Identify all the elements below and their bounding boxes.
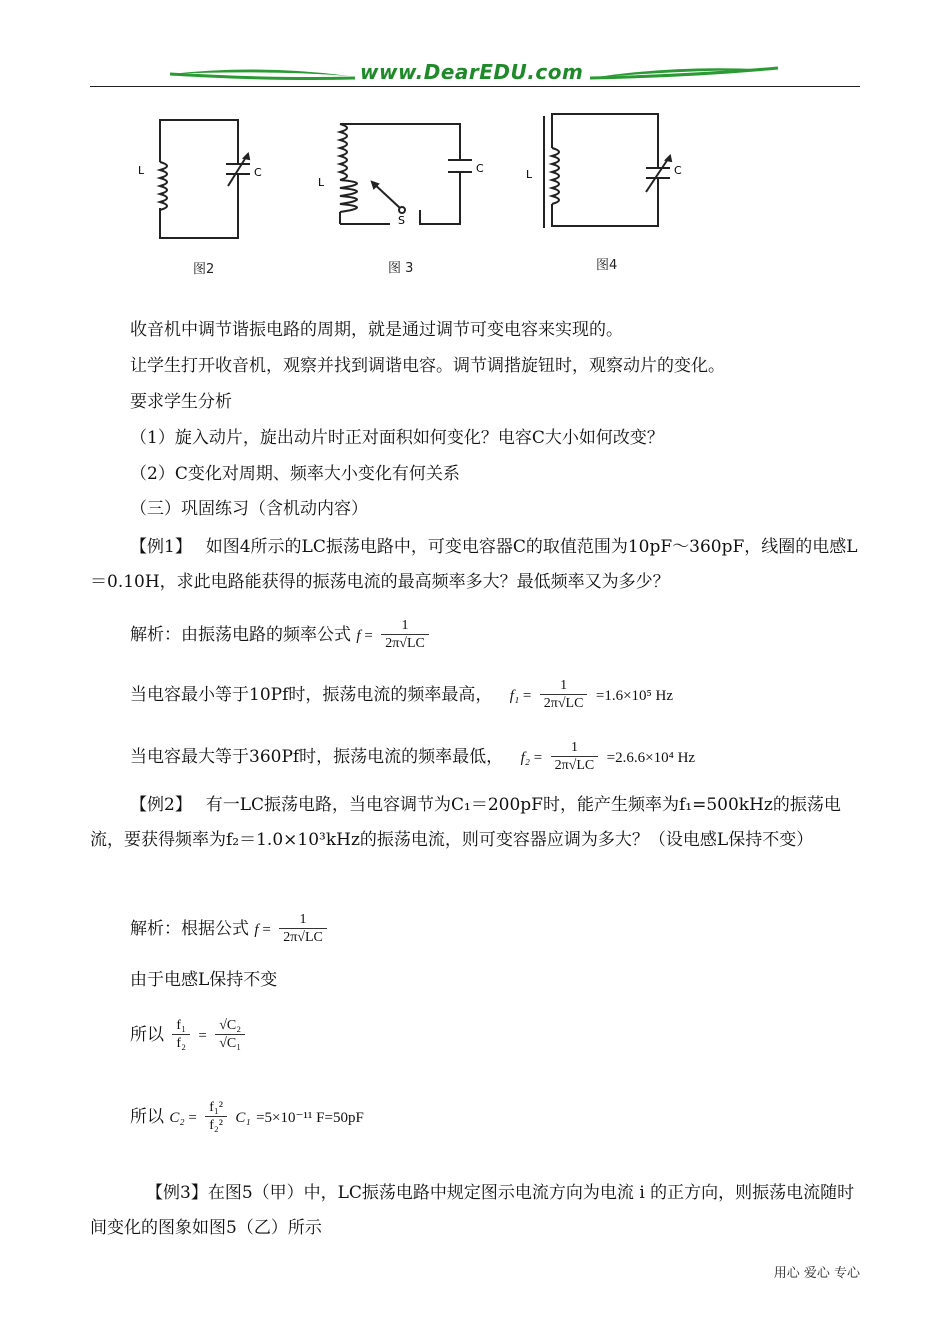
lc-coupled-circuit-diagram <box>520 108 690 238</box>
text-line-2: 让学生打开收音机，观察并找到调谐电容。调节调揩旋钮时，观察动片的变化。 <box>130 356 725 376</box>
text-line-5: （2）C变化对周期、频率大小变化有何关系 <box>130 464 460 484</box>
example-3: 【例3】在图5（甲）中，LC振荡电路中规定图示电流方向为电流 i 的正方向，则振荡电流随时间变化的图象如图5（乙）所示 <box>90 1183 855 1238</box>
text-line-1: 收音机中调节谐振电路的周期，就是通过调节可变电容来实现的。 <box>130 320 623 340</box>
lc-tap-circuit-diagram <box>310 112 490 242</box>
logo-text: www.DearEDU.com <box>360 60 584 84</box>
lc-circuit-diagram <box>130 110 270 250</box>
example-1-max-frequency: 当电容最小等于10Pf时，振荡电流的频率最高， f₁ = $\frac{1}{2\pi√LC}$ =1.6×10⁵ Hz <box>130 678 673 711</box>
solution-label: 解析：由振荡电路的频率公式 <box>130 625 351 645</box>
label-C: C <box>476 162 484 175</box>
label-S: S <box>398 214 405 227</box>
text-line-3: 要求学生分析 <box>130 392 232 412</box>
figure-3 <box>310 112 490 242</box>
example-1-solution-formula: 解析：由振荡电路的频率公式 f = $\frac{1}{2\pi√LC}$ <box>130 618 432 653</box>
header-rule <box>90 86 860 87</box>
figure-3-caption: 图 3 <box>388 261 414 276</box>
example-1: 【例1】 如图4所示的LC振荡电路中，可变电容器C的取值范围为10pF～360pF，线圈的电感L＝0.10H，求此电路能获得的振荡电流的最高频率多大？最低频率又为多少？ <box>90 537 858 592</box>
example-2: 【例2】 有一LC振荡电路，当电容调节为C₁＝200pF时，能产生频率为f₁=500kHz的振荡电流，要获得频率为f₂＝1.0×10³kHz的振荡电流，则可变容器应调为多大？（设电感L保持不变） <box>90 795 841 850</box>
example-2-formula: 解析：根据公式 f = $\frac{1}{2\pi√LC}$ <box>130 912 330 947</box>
label-C: C <box>674 164 682 177</box>
text-line-6: （三）巩固练习（含机动内容） <box>130 499 368 519</box>
label-L: L <box>138 164 145 177</box>
example-2-ratio: 所以 $\frac{\text{f₁}}{\text{f₂}}$ = $\frac{\text{√C₂}}{\text{√C₁}}$ <box>130 1018 248 1053</box>
label-C: C <box>254 166 262 179</box>
label-L: L <box>318 176 325 189</box>
figure-2 <box>130 110 270 250</box>
text-line-4: （1）旋入动片，旋出动片时正对面积如何变化？电容C大小如何改变？ <box>130 428 664 448</box>
example-1-min-frequency: 当电容最大等于360Pf时，振荡电流的频率最低， f₂ = $\frac{1}{2\pi√LC}$ =2.6.6×10⁴ Hz <box>130 740 696 773</box>
example-2-result: 所以 C₂ = $\frac{\text{f₁²}}{\text{f₂²}}$ C₁ =5×10⁻¹¹ F=50pF <box>130 1100 364 1133</box>
figure-2-caption: 图2 <box>193 262 215 277</box>
figure-4-caption: 图4 <box>596 258 618 273</box>
header-logo <box>170 56 780 90</box>
example-2-inductance-note: 由于电感L保持不变 <box>130 970 278 990</box>
footer-slogan: 用心 爱心 专心 <box>773 1266 860 1281</box>
label-L: L <box>526 168 533 181</box>
figure-4 <box>520 108 690 238</box>
